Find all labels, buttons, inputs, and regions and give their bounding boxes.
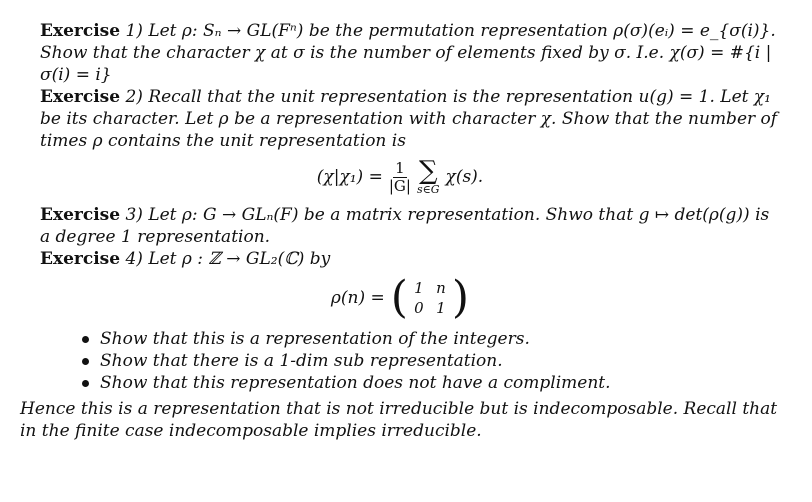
matrix-entries <box>408 279 452 317</box>
fraction-denominator: |G| <box>388 176 411 195</box>
exercise-3-label: Exercise <box>40 205 121 225</box>
exercise-4-bullet-list <box>20 328 780 394</box>
bullet-item: Show that there is a 1-dim sub representation. <box>100 350 780 372</box>
exercise-2-label: Exercise <box>40 87 121 107</box>
exercise-4 <box>20 248 780 270</box>
fraction-numerator: 1 <box>395 158 405 177</box>
exercise-2-text: 2) Recall that the unit representation is the representation u(g) = 1. Let χ₁ be its character. Let ρ be a representation with character χ. Show that the number of times ρ contains the unit representation is <box>40 87 778 151</box>
document-page <box>20 20 780 442</box>
exercise-4-label: Exercise <box>40 249 121 269</box>
matrix-entry: 1 <box>414 279 424 297</box>
matrix <box>390 272 470 323</box>
exercise-2 <box>20 86 780 152</box>
summation-symbol: ∑ <box>418 156 438 186</box>
formula-rhs: χ(s). <box>445 167 484 187</box>
exercise-1-text: 1) Let ρ: Sₙ → GL(Fⁿ) be the permutation representation ρ(σ)(eᵢ) = e_{σ(i)}. Show that the character χ at σ is the number of elements fixed by σ. I.e. χ(σ) = #{i | σ(i) = i} <box>40 21 776 85</box>
matrix-entry: 1 <box>436 299 446 317</box>
exercise-3-text: 3) Let ρ: G → GLₙ(F) be a matrix representation. Shwo that g ↦ det(ρ(g)) is a degree 1 representation. <box>40 205 770 247</box>
bullet-item: Show that this representation does not have a compliment. <box>100 372 780 394</box>
matrix-entry: n <box>436 279 446 297</box>
fraction <box>389 160 411 195</box>
exercise-1 <box>20 20 780 86</box>
conclusion-paragraph: Hence this is a representation that is not irreducible but is indecomposable. Recall that in the finite case indecomposable implies irreducible. <box>20 399 778 441</box>
inner-product-formula <box>20 158 780 196</box>
formula-lhs: (χ|χ₁) = <box>316 167 383 187</box>
matrix-formula <box>20 272 780 323</box>
exercise-4-text: 4) Let ρ : ℤ → GL₂(ℂ) by <box>125 249 331 269</box>
exercise-1-label: Exercise <box>40 21 121 41</box>
matrix-left-paren: ( <box>390 272 408 323</box>
summation <box>417 158 440 196</box>
matrix-formula-lhs: ρ(n) = <box>330 288 385 308</box>
matrix-entry: 0 <box>414 299 424 317</box>
matrix-right-paren: ) <box>451 272 470 323</box>
bullet-item: Show that this is a representation of the integers. <box>100 328 780 350</box>
summation-index: s∈G <box>416 183 440 196</box>
exercise-3 <box>20 204 780 248</box>
